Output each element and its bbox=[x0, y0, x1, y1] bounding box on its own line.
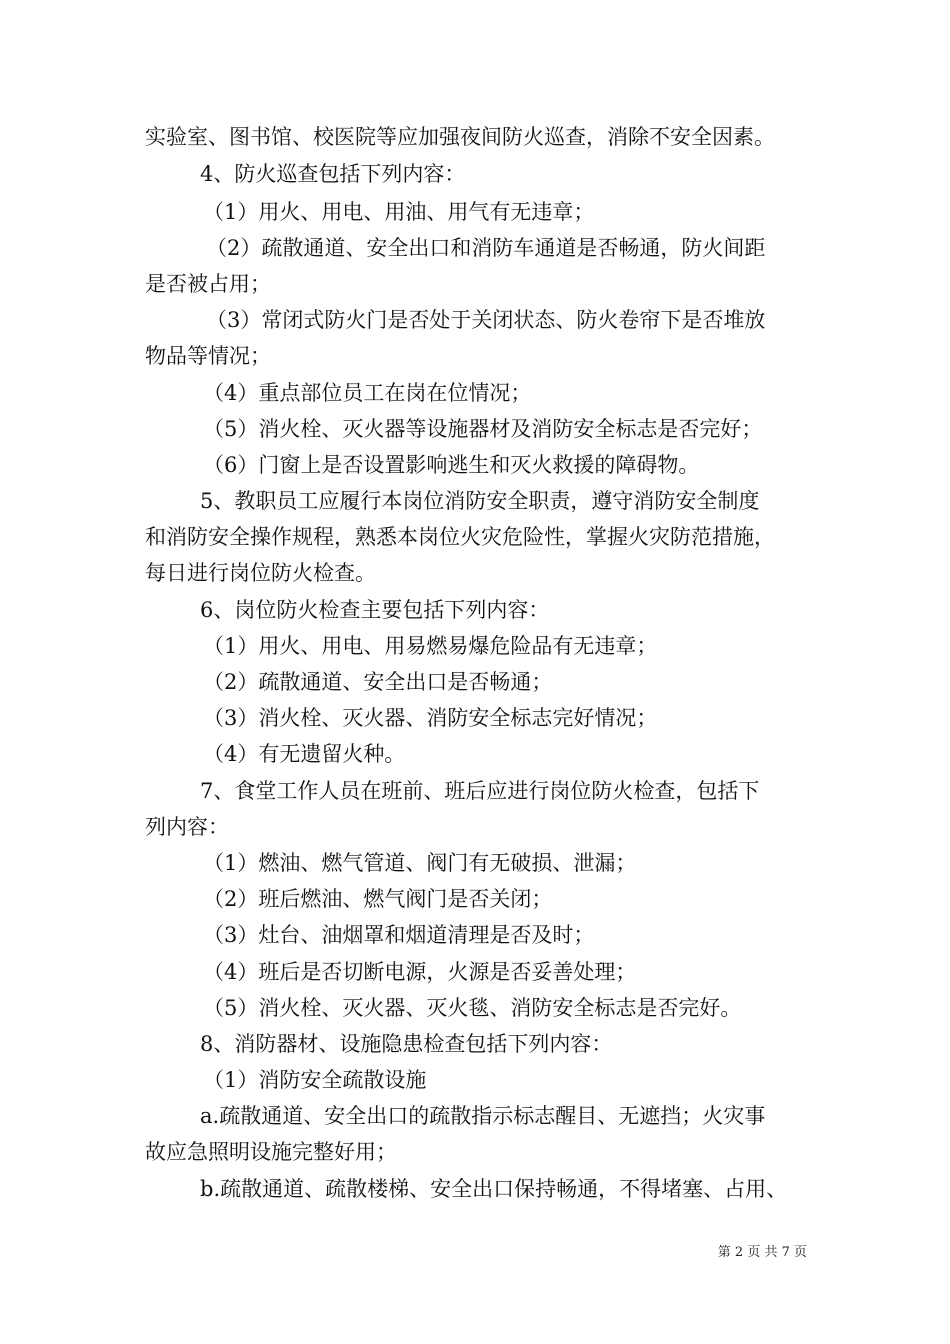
text-line: a.疏散通道、安全出口的疏散指示标志醒目、无遮挡；火灾事 bbox=[200, 1104, 766, 1128]
text-line: 7、食堂工作人员在班前、班后应进行岗位防火检查，包括下 bbox=[200, 779, 760, 803]
text-line: （5）消火栓、灭火器等设施器材及消防安全标志是否完好； bbox=[203, 417, 763, 441]
text-line: b.疏散通道、疏散楼梯、安全出口保持畅通，不得堵塞、占用、 bbox=[200, 1177, 788, 1201]
text-line: （3）灶台、油烟罩和烟道清理是否及时； bbox=[203, 923, 595, 947]
text-line: （1）消防安全疏散设施 bbox=[203, 1068, 427, 1092]
text-line: （4）重点部位员工在岗在位情况； bbox=[203, 381, 532, 405]
text-line: 故应急照明设施完整好用； bbox=[145, 1140, 397, 1164]
text-line: （2）疏散通道、安全出口是否畅通； bbox=[203, 670, 553, 694]
text-line: 每日进行岗位防火检查。 bbox=[145, 561, 376, 585]
text-line: （4）班后是否切断电源，火源是否妥善处理； bbox=[203, 960, 637, 984]
text-line: 6、岗位防火检查主要包括下列内容： bbox=[200, 598, 550, 622]
text-line: 4、防火巡查包括下列内容： bbox=[200, 162, 466, 186]
text-line: （1）用火、用电、用油、用气有无违章； bbox=[203, 200, 595, 224]
text-line: 实验室、图书馆、校医院等应加强夜间防火巡查，消除不安全因素。 bbox=[145, 125, 775, 149]
text-line: （5）消火栓、灭火器、灭火毯、消防安全标志是否完好。 bbox=[203, 996, 742, 1020]
text-line: 8、消防器材、设施隐患检查包括下列内容： bbox=[200, 1032, 613, 1056]
text-line: （4）有无遗留火种。 bbox=[203, 742, 406, 766]
text-line: （6）门窗上是否设置影响逃生和灭火救援的障碍物。 bbox=[203, 453, 700, 477]
text-line: 是否被占用； bbox=[145, 272, 271, 296]
text-line: （2）疏散通道、安全出口和消防车通道是否畅通，防火间距 bbox=[206, 236, 766, 260]
page-number-footer: 第 2 页 共 7 页 bbox=[717, 1245, 807, 1260]
text-line: 和消防安全操作规程，熟悉本岗位火灾危险性，掌握火灾防范措施， bbox=[145, 525, 775, 549]
text-line: （3）常闭式防火门是否处于关闭状态、防火卷帘下是否堆放 bbox=[206, 308, 766, 332]
text-line: 5、教职员工应履行本岗位消防安全职责，遵守消防安全制度 bbox=[200, 489, 760, 513]
text-line: 列内容： bbox=[145, 815, 229, 839]
text-line: 物品等情况； bbox=[145, 344, 271, 368]
text-line: （1）用火、用电、用易燃易爆危险品有无违章； bbox=[203, 634, 658, 658]
text-line: （1）燃油、燃气管道、阀门有无破损、泄漏； bbox=[203, 851, 637, 875]
text-line: （3）消火栓、灭火器、消防安全标志完好情况； bbox=[203, 706, 658, 730]
text-line: （2）班后燃油、燃气阀门是否关闭； bbox=[203, 887, 553, 911]
